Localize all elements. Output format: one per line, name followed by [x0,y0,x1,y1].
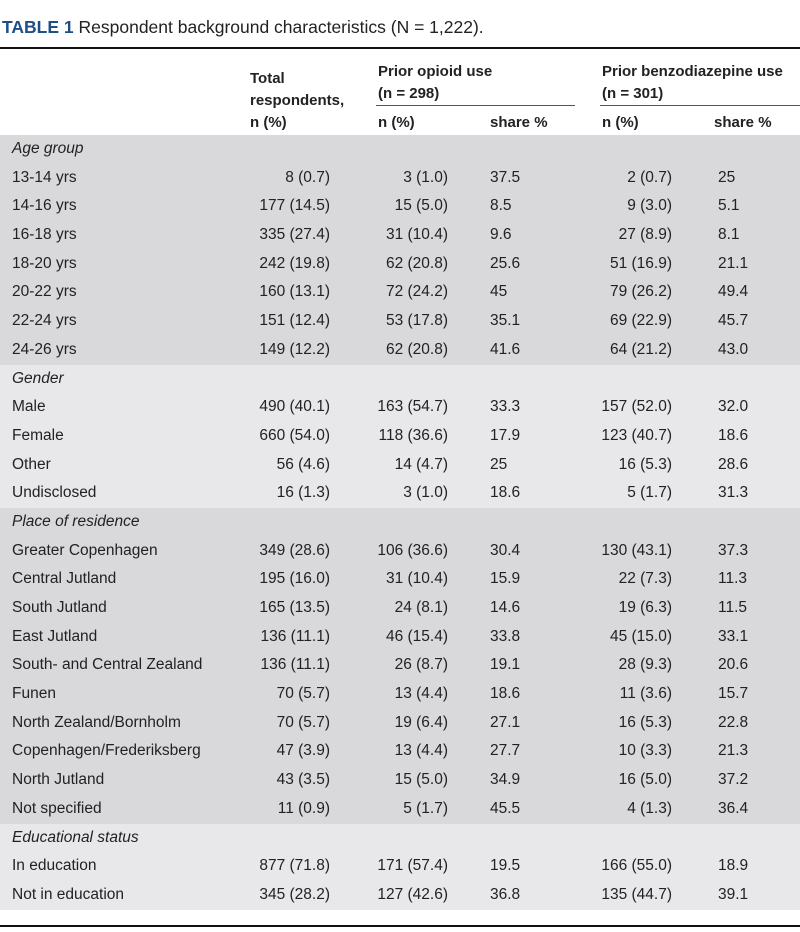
cell-benzo-share: 22.8 [718,713,749,731]
cell-total: 335 (27.4) [259,226,330,244]
table-row [0,537,800,566]
cell-total: 43 (3.5) [276,771,330,789]
cell-benzo-share: 25 [718,168,736,186]
cell-benzo-share: 21.3 [718,742,749,760]
cell-total: 160 (13.1) [259,283,330,301]
cell-opioid-share: 34.9 [490,771,521,789]
header-opioid-rule [376,105,575,106]
table-row [0,221,800,250]
group-header-row [0,508,800,537]
row-label: Not in education [12,885,125,903]
cell-total: 165 (13.5) [259,599,330,616]
cell-benzo-share: 43.0 [718,340,749,358]
cell-benzo-share: 45.7 [718,312,749,330]
cell-opioid-n: 19 (6.4) [394,713,448,731]
row-label: Funen [12,685,56,703]
table-row [0,852,800,881]
cell-total: 136 (11.1) [260,656,330,674]
cell-benzo-share: 21.1 [718,254,749,272]
cell-benzo-share: 18.6 [718,426,749,444]
table-row [0,766,800,795]
cell-opioid-share: 8.5 [490,197,512,215]
cell-opioid-share: 25 [490,455,508,473]
cell-benzo-n: 123 (40.7) [601,426,672,444]
header-total-line3: n (%) [250,114,287,131]
cell-benzo-n: 64 (21.2) [609,340,672,358]
cell-benzo-n: 135 (44.7) [601,885,672,903]
cell-total: 660 (54.0) [259,426,330,444]
table-row [0,737,800,766]
cell-opioid-share: 27.7 [490,742,521,760]
cell-total: 47 (3.9) [276,742,330,760]
cell-opioid-share: 27.1 [490,713,521,731]
header-opioid-n: n (%) [378,114,415,131]
cell-benzo-n: 79 (26.2) [609,283,672,301]
cell-opioid-share: 25.6 [490,254,521,272]
table-row [0,479,800,508]
table-row [0,623,800,652]
cell-opioid-share: 19.1 [490,656,521,674]
table-row [0,709,800,738]
cell-benzo-share: 32.0 [718,398,749,416]
cell-opioid-n: 15 (5.0) [394,197,448,215]
table-row [0,192,800,221]
cell-opioid-n: 53 (17.8) [385,312,448,330]
cell-benzo-n: 28 (9.3) [618,656,672,674]
cell-benzo-n: 69 (22.9) [609,312,672,330]
cell-opioid-share: 45 [490,283,508,301]
cell-opioid-n: 3 (1.0) [403,484,448,502]
row-label: 18-20 yrs [12,254,77,272]
table-row [0,680,800,709]
group-label: Age group [12,140,84,157]
cell-benzo-n: 130 (43.1) [601,541,672,559]
row-label: Undisclosed [12,484,97,502]
cell-opioid-share: 36.8 [490,885,521,903]
cell-benzo-share: 11.5 [718,599,748,616]
group-header-row [0,365,800,394]
cell-opioid-share: 33.3 [490,398,521,416]
cell-benzo-share: 36.4 [718,799,749,817]
row-label: 22-24 yrs [12,312,77,330]
row-label: Copenhagen/Frederiksberg [12,742,201,760]
group-header-row [0,824,800,853]
table-body [0,135,800,910]
cell-opioid-n: 72 (24.2) [385,283,448,301]
cell-total: 70 (5.7) [276,685,330,703]
cell-opioid-n: 118 (36.6) [378,426,448,444]
cell-opioid-share: 15.9 [490,570,521,588]
row-label: South Jutland [12,599,107,616]
table-row [0,451,800,480]
cell-total: 490 (40.1) [259,398,330,416]
row-label: 14-16 yrs [12,197,77,215]
table-caption-text: Respondent background characteristics (N = 1,222). [78,17,484,37]
cell-opioid-share: 18.6 [490,685,521,703]
row-label: Greater Copenhagen [12,541,158,559]
row-label: Central Jutland [12,570,117,588]
cell-total: 136 (11.1) [260,627,330,645]
table-row [0,250,800,279]
cell-benzo-n: 45 (15.0) [609,627,672,645]
table-row [0,393,800,422]
cell-benzo-share: 11.3 [718,570,748,588]
cell-opioid-share: 45.5 [490,799,521,817]
cell-opioid-n: 171 (57.4) [377,857,448,875]
cell-total: 8 (0.7) [285,168,330,186]
row-label: Other [12,455,51,473]
cell-benzo-share: 28.6 [718,455,749,473]
table-row [0,795,800,824]
cell-benzo-share: 33.1 [718,627,749,645]
cell-benzo-share: 5.1 [718,197,740,215]
cell-opioid-share: 37.5 [490,168,521,186]
cell-opioid-n: 13 (4.4) [394,685,448,703]
cell-benzo-n: 10 (3.3) [618,742,672,760]
cell-benzo-share: 31.3 [718,484,749,502]
header-benzo-n: n (%) [602,114,639,131]
cell-benzo-share: 20.6 [718,656,749,674]
table-row [0,422,800,451]
cell-opioid-share: 14.6 [490,599,521,616]
header-total-line2: respondents, [250,92,345,109]
cell-opioid-n: 3 (1.0) [403,168,448,186]
cell-opioid-n: 31 (10.4) [385,226,448,244]
group-label: Place of residence [12,512,140,530]
cell-opioid-share: 18.6 [490,484,521,502]
row-label: Male [12,398,46,416]
cell-benzo-share: 8.1 [718,226,740,244]
cell-benzo-n: 2 (0.7) [627,168,672,186]
table-row [0,881,800,910]
group-label: Gender [12,369,64,387]
cell-opioid-share: 19.5 [490,857,521,875]
row-label: 13-14 yrs [12,168,77,186]
row-label: 20-22 yrs [12,283,77,301]
cell-benzo-n: 19 (6.3) [618,599,672,616]
cell-benzo-n: 157 (52.0) [601,398,672,416]
cell-benzo-n: 22 (7.3) [618,570,672,588]
cell-benzo-n: 16 (5.3) [618,455,672,473]
cell-benzo-n: 16 (5.3) [618,713,672,731]
cell-opioid-share: 41.6 [490,340,521,358]
cell-total: 195 (16.0) [259,570,330,588]
cell-total: 16 (1.3) [276,484,330,502]
cell-total: 345 (28.2) [259,885,330,903]
cell-opioid-share: 17.9 [490,426,521,444]
table-row [0,594,800,623]
row-label: 24-26 yrs [12,340,77,358]
table-row [0,278,800,307]
cell-benzo-n: 51 (16.9) [609,254,672,272]
cell-opioid-n: 62 (20.8) [385,254,448,272]
group-label: Educational status [12,828,139,846]
row-label: Female [12,426,64,444]
row-label: North Zealand/Bornholm [12,713,181,731]
table-caption [2,17,484,38]
cell-opioid-share: 9.6 [490,226,512,244]
table-top-rule [0,47,800,49]
table-row [0,651,800,680]
table-bottom-rule [0,925,800,927]
cell-opioid-n: 127 (42.6) [377,885,448,903]
header-opioid-share: share % [490,114,548,131]
cell-total: 70 (5.7) [276,713,330,731]
cell-opioid-n: 31 (10.4) [385,570,448,588]
row-label: Not specified [12,799,102,817]
cell-opioid-n: 13 (4.4) [394,742,448,760]
cell-benzo-share: 37.3 [718,541,749,559]
cell-opioid-share: 33.8 [490,627,521,645]
cell-benzo-n: 27 (8.9) [618,226,672,244]
cell-benzo-n: 16 (5.0) [618,771,672,789]
cell-opioid-share: 30.4 [490,541,521,559]
header-opioid-line2: (n = 298) [378,85,440,102]
row-label: 16-18 yrs [12,226,77,244]
cell-opioid-n: 14 (4.7) [394,455,448,473]
cell-total: 349 (28.6) [259,541,330,559]
table-row [0,307,800,336]
cell-benzo-n: 166 (55.0) [601,857,672,875]
cell-benzo-share: 39.1 [718,885,749,903]
cell-total: 56 (4.6) [276,455,330,473]
cell-opioid-n: 46 (15.4) [385,627,448,645]
row-label: South- and Central Zealand [12,656,203,674]
cell-opioid-n: 163 (54.7) [377,398,448,416]
cell-opioid-share: 35.1 [490,312,521,330]
table-caption-label: TABLE 1 [2,17,74,37]
cell-total: 151 (12.4) [259,312,330,330]
cell-benzo-share: 18.9 [718,857,749,875]
row-label: East Jutland [12,627,98,645]
cell-total: 149 (12.2) [259,340,330,358]
header-benzo-share: share % [714,114,772,131]
cell-total: 242 (19.8) [259,254,330,272]
cell-opioid-n: 24 (8.1) [394,599,448,616]
cell-benzo-n: 9 (3.0) [627,197,672,215]
group-header-row [0,135,800,164]
cell-benzo-share: 37.2 [718,771,749,789]
cell-total: 11 (0.9) [277,799,330,817]
cell-benzo-n: 4 (1.3) [627,799,672,817]
header-opioid-line1: Prior opioid use [378,63,493,80]
cell-benzo-n: 11 (3.6) [619,685,672,703]
cell-opioid-n: 15 (5.0) [394,771,448,789]
row-label: In education [12,857,97,875]
cell-benzo-share: 49.4 [718,283,749,301]
row-label: North Jutland [12,771,105,789]
table-row [0,336,800,365]
cell-opioid-n: 106 (36.6) [377,541,448,559]
cell-opioid-n: 62 (20.8) [385,340,448,358]
header-benzo-line2: (n = 301) [602,85,664,102]
cell-benzo-n: 5 (1.7) [627,484,672,502]
cell-opioid-n: 5 (1.7) [403,799,448,817]
cell-total: 177 (14.5) [259,197,330,215]
cell-total: 877 (71.8) [259,857,330,875]
header-benzo-line1: Prior benzodiazepine use [602,63,783,80]
cell-benzo-share: 15.7 [718,685,749,703]
header-total-line1: Total [250,70,285,87]
cell-opioid-n: 26 (8.7) [394,656,448,674]
table-row [0,565,800,594]
header-benzo-rule [600,105,800,106]
table-row [0,164,800,193]
